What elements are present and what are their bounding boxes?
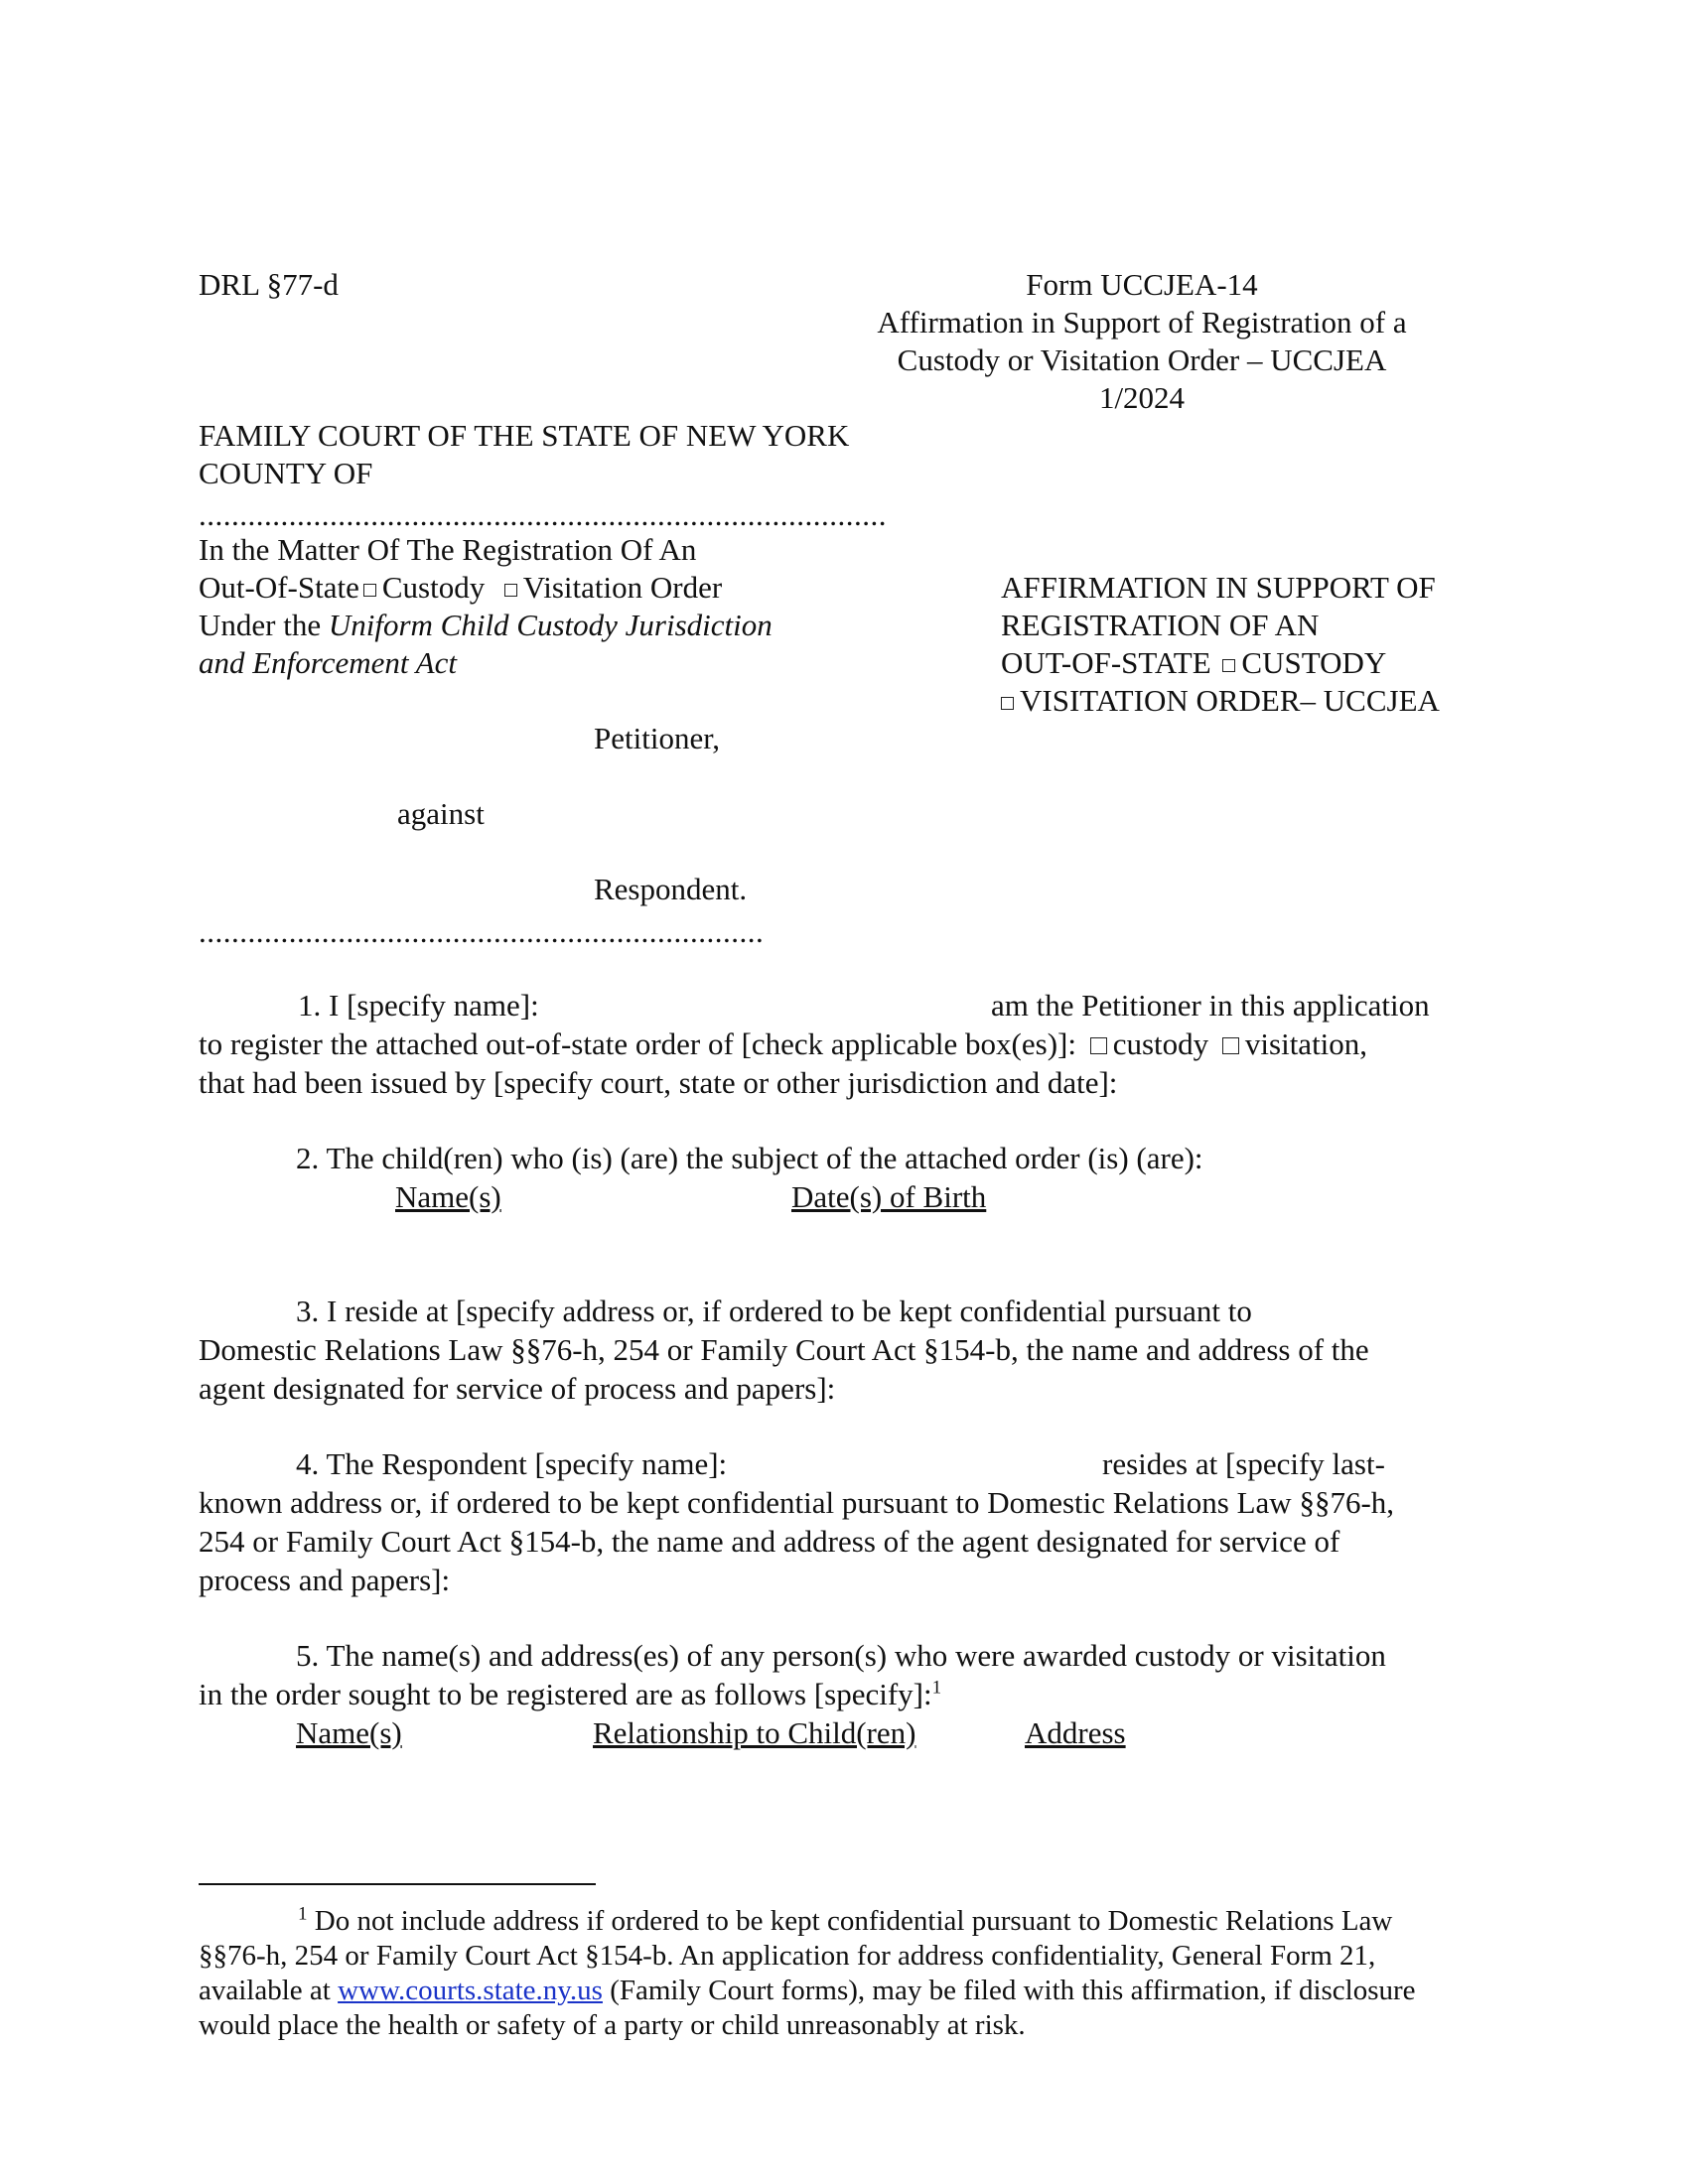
- footnote-reference: 1: [931, 1677, 942, 1699]
- matter-line2: [199, 569, 722, 607]
- form-title-line1: Affirmation in Support of Registration of a: [877, 305, 1407, 340]
- petitioner-label: Petitioner,: [594, 721, 721, 755]
- p5-line1: 5. The name(s) and address(es) of any person(s) who were awarded custody or visitation: [296, 1638, 1386, 1673]
- county-dots: ....................................................................................: [199, 497, 887, 532]
- p1-custody-label: custody: [1112, 1026, 1209, 1061]
- p3-line2: Domestic Relations Law §§76-h, 254 or Family Court Act §154-b, the name and address of the: [199, 1332, 1369, 1367]
- doc-title-custody: CUSTODY: [1241, 645, 1387, 680]
- p5-relationship-header: Relationship to Child(ren): [593, 1715, 916, 1750]
- respondent-label: Respondent.: [594, 872, 748, 906]
- matter-custody: Custody: [381, 570, 486, 605]
- p2-children-text: 2. The child(ren) who (is) (are) the subject of the attached order (is) (are):: [296, 1141, 1203, 1175]
- footnote-text1: Do not include address if ordered to be kept confidential pursuant to Domestic Relations Law: [314, 1905, 1393, 1937]
- visitation-checkbox[interactable]: [504, 584, 517, 597]
- p4-respondent-prompt: 4. The Respondent [specify name]:: [296, 1446, 728, 1481]
- p1-visitation-label: visitation,: [1244, 1026, 1368, 1061]
- footnote-available-at: available at: [199, 1975, 339, 2006]
- doc-title-visitation: VISITATION ORDER– UCCJEA: [1020, 683, 1440, 718]
- custody-checkbox[interactable]: [363, 584, 376, 597]
- p2-dob-header: Date(s) of Birth: [791, 1179, 987, 1214]
- p4-line3: 254 or Family Court Act §154-b, the name and address of the agent designated for service of: [199, 1524, 1340, 1559]
- p1-custody-checkbox[interactable]: [1090, 1037, 1107, 1054]
- footnote-separator: [199, 1883, 596, 1885]
- county-label: COUNTY OF: [199, 456, 373, 490]
- title-custody-checkbox[interactable]: [1222, 659, 1235, 672]
- footnote-marker: 1: [298, 1903, 308, 1925]
- footnote-line2: §§76-h, 254 or Family Court Act §154-b. An application for address confidentiality, General Form 21,: [199, 1940, 1376, 1972]
- footnote-line1: [298, 1904, 1392, 1939]
- statute-reference: DRL §77-d: [199, 267, 339, 302]
- matter-out-of-state: Out-Of-State: [199, 570, 359, 605]
- p1-issued-by: that had been issued by [specify court, state or other jurisdiction and date]:: [199, 1065, 1118, 1100]
- matter-line3: [199, 607, 773, 644]
- doc-title-line2: REGISTRATION OF AN: [1001, 608, 1320, 642]
- p4-resides-text: resides at [specify last-: [1102, 1446, 1385, 1481]
- form-number: Form UCCJEA-14: [1026, 267, 1258, 302]
- footnote-text3: (Family Court forms), may be filed with this affirmation, if disclosure: [602, 1975, 1416, 2006]
- title-visitation-checkbox[interactable]: [1001, 697, 1014, 710]
- p4-line2: known address or, if ordered to be kept confidential pursuant to Domestic Relations Law §§76-h,: [199, 1485, 1395, 1520]
- courts-website-link[interactable]: www.courts.state.ny.us: [338, 1975, 603, 2006]
- doc-title-line3: [1001, 644, 1386, 682]
- matter-line4: and Enforcement Act: [199, 645, 457, 680]
- footnote-line3: [199, 1974, 1416, 2008]
- p1-petitioner-text: am the Petitioner in this application: [991, 988, 1430, 1023]
- footnote-line4: would place the health or safety of a party or child unreasonably at risk.: [199, 2009, 1026, 2041]
- matter-line1: In the Matter Of The Registration Of An: [199, 532, 697, 567]
- p3-line3: agent designated for service of process and papers]:: [199, 1371, 836, 1406]
- p1-register-text: to register the attached out-of-state order of [check applicable box(es)]:: [199, 1026, 1076, 1061]
- doc-title-out-of-state: OUT-OF-STATE: [1001, 645, 1211, 680]
- p5-names-header: Name(s): [296, 1715, 402, 1750]
- p5-specify-text: in the order sought to be registered are as follows [specify]:: [199, 1677, 932, 1711]
- doc-title-line4: [1001, 682, 1440, 720]
- p2-names-header: Name(s): [395, 1179, 501, 1214]
- p4-line4: process and papers]:: [199, 1563, 451, 1597]
- matter-under-the: Under the: [199, 608, 329, 642]
- p1-name-prompt: 1. I [specify name]:: [298, 988, 539, 1023]
- form-date: 1/2024: [1098, 380, 1186, 415]
- court-name: FAMILY COURT OF THE STATE OF NEW YORK: [199, 418, 850, 453]
- against-label: against: [397, 796, 485, 831]
- p5-address-header: Address: [1025, 1715, 1126, 1750]
- caption-bottom-dots: .....................................................................: [199, 914, 765, 949]
- form-title-line2: Custody or Visitation Order – UCCJEA: [897, 342, 1387, 377]
- p1-register-line: [199, 1025, 1367, 1063]
- p1-visitation-checkbox[interactable]: [1222, 1037, 1239, 1054]
- doc-title-line1: AFFIRMATION IN SUPPORT OF: [1001, 570, 1436, 605]
- p5-line2: [199, 1676, 941, 1713]
- matter-act-name: Uniform Child Custody Jurisdiction: [328, 608, 773, 642]
- p3-line1: 3. I reside at [specify address or, if ordered to be kept confidential pursuant to: [296, 1294, 1252, 1328]
- matter-visitation: Visitation Order: [522, 570, 723, 605]
